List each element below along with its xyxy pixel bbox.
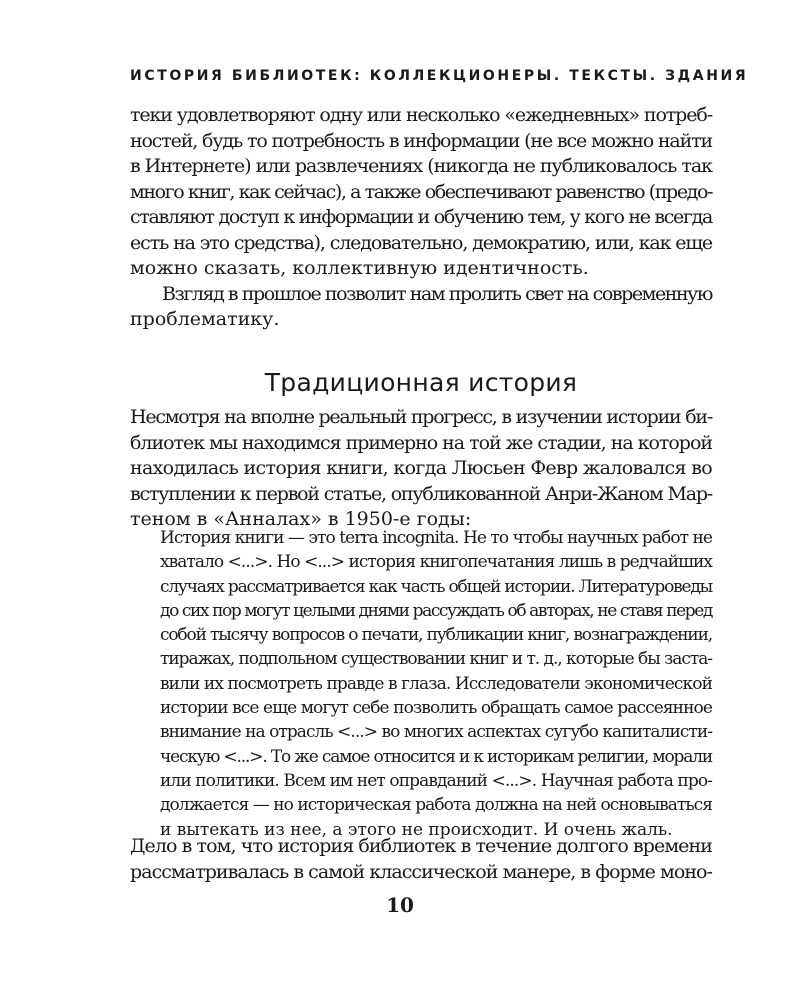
final-paragraph <box>130 834 712 885</box>
paragraph-line: находилась история книги, когда Люсьен Февр жаловался во <box>130 457 712 479</box>
paragraph-line: ностей, будь то потребность в информации (не все можно найти <box>130 129 712 152</box>
page-number: 10 <box>386 893 414 917</box>
running-head: ИСТОРИЯ БИБЛИОТЕК: КОЛЛЕКЦИОНЕРЫ. ТЕКСТЫ. ЗДАНИЯ <box>130 68 749 84</box>
quote-line: История книги — это terra incognita. Не то чтобы научных работ не <box>160 528 713 548</box>
quote-line: и вытекать из нее, а этого не происходит. И очень жаль. <box>160 819 673 840</box>
paragraph-line: Дело в том, что история библиотек в течение долгого времени <box>130 835 712 857</box>
paragraph-line: теном в «Анналах» в 1950-е годы: <box>130 508 472 530</box>
paragraph-line: ставляют доступ к информации и обучению тем, у кого не всегда <box>130 206 712 228</box>
quote-line: должается — но историческая работа должна на ней основываться <box>160 795 712 816</box>
paragraph-line: проблематику. <box>130 308 280 330</box>
quote-line: случаях рассматривается как часть общей истории. Литературоведы <box>160 576 712 597</box>
quote-line: внимание на отрасль <...> во многих аспектах сугубо капиталисти- <box>160 722 712 743</box>
intro-paragraph <box>130 405 712 533</box>
paragraph-line: теки удовлетворяют одну или несколько «ежедневных» потреб- <box>130 104 712 126</box>
paragraph-line: много книг, как сейчас), а также обеспечивают равенство (предо- <box>130 180 712 203</box>
paragraph-line: Взгляд в прошлое позволит нам пролить свет на современную <box>162 282 712 305</box>
quote-line: истории все еще могут себе позволить обращать самое рассеянное <box>160 698 712 719</box>
lead-paragraph <box>130 103 712 333</box>
quote-line: собой тысячу вопросов о печати, публикации книг, вознаграждении, <box>160 625 712 646</box>
quote-line: ческую <...>. То же самое относится и к историкам религии, морали <box>160 746 712 767</box>
quote-line: до сих пор могут целыми днями рассуждать об авторах, не ставя перед <box>160 600 712 621</box>
quote-line: или политики. Всем им нет оправданий <...>. Научная работа про- <box>160 770 712 791</box>
quote-line: вили их посмотреть правде в глаза. Исследователи экономической <box>160 673 712 694</box>
paragraph-line: в Интернете) или развлечениях (никогда не публиковалось так <box>130 155 712 177</box>
section-heading: Традиционная история <box>264 367 578 397</box>
paragraph-line: Несмотря на вполне реальный прогресс, в изучении истории би- <box>130 406 712 428</box>
block-quote <box>160 526 712 842</box>
paragraph-line: есть на это средства), следовательно, демократию, или, как еще <box>130 231 712 254</box>
paragraph-line: рассматривалась в самой классической манере, в форме моно- <box>130 860 712 883</box>
quote-line: тиражах, подпольном существовании книг и т. д., которые бы заста- <box>160 649 713 670</box>
quote-line: хватало <...>. Но <...> история книгопечатания лишь в редчайших <box>160 552 712 573</box>
paragraph-line: можно сказать, коллективную идентичность. <box>130 257 589 279</box>
paragraph-line: вступлении к первой статье, опубликованной Анри-Жаном Мар- <box>130 482 712 505</box>
paragraph-line: блиотек мы находимся примерно на той же стадии, на которой <box>130 431 712 454</box>
